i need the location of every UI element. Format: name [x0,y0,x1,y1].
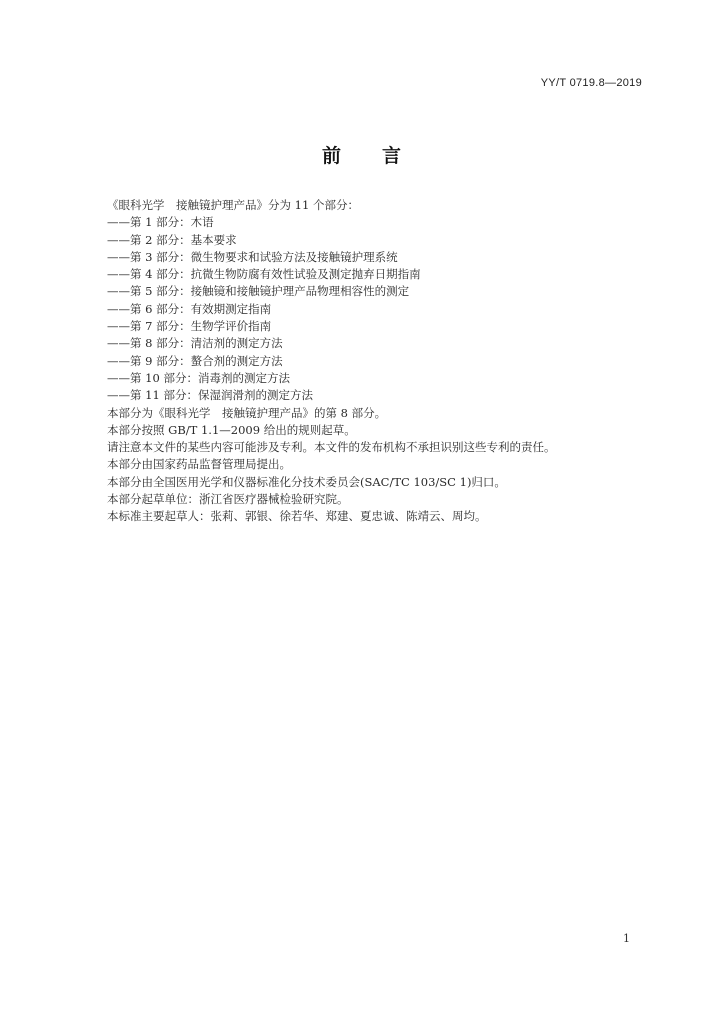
intro-line: 《眼科光学 接触镜护理产品》分为 11 个部分： [107,198,359,212]
part-item-11: ——第 11 部分：保湿润滑剂的测定方法 [107,388,313,403]
part-item-1: ——第 1 部分：木语 [107,215,214,230]
part-item-3: ——第 3 部分：微生物要求和试验方法及接触镜护理系统 [107,249,398,264]
part-item-5: ——第 5 部分：接触镜和接触镜护理产品物理相容性的测定 [107,284,410,299]
paragraph-technical-committee: 本部分由全国医用光学和仪器标准化分技术委员会(SAC/TC 103/SC 1)归口。 [107,474,506,489]
page-number: 1 [623,932,630,945]
part-item-10: ——第 10 部分：消毒剂的测定方法 [107,370,290,385]
paragraph-part-statement: 本部分为《眼科光学 接触镜护理产品》的第 8 部分。 [107,405,387,420]
part-item-6: ——第 6 部分：有效期测定指南 [107,301,272,316]
foreword-body [107,197,647,526]
paragraph-patent-notice: 请注意本文件的某些内容可能涉及专利。本文件的发布机构不承担识别这些专利的责任。 [107,440,556,455]
paragraph-drafting-rules: 本部分按照 GB/T 1.1—2009 给出的规则起草。 [107,422,356,437]
standard-number: YY/T 0719.8—2019 [540,77,642,89]
paragraph-proposer: 本部分由国家药品监督管理局提出。 [107,457,291,472]
part-item-2: ——第 2 部分：基本要求 [107,232,237,247]
page-title: 前 言 [321,145,402,167]
paragraph-drafters: 本标准主要起草人：张莉、郭银、徐若华、郑建、夏忠诚、陈靖云、周均。 [107,509,487,524]
part-item-4: ——第 4 部分：抗微生物防腐有效性试验及测定抛弃日期指南 [107,267,421,282]
part-item-8: ——第 8 部分：清洁剂的测定方法 [107,336,283,351]
part-item-9: ——第 9 部分：螯合剂的测定方法 [107,353,283,368]
paragraph-drafting-unit: 本部分起草单位：浙江省医疗器械检验研究院。 [107,492,349,507]
part-item-7: ——第 7 部分：生物学评价指南 [107,319,272,334]
